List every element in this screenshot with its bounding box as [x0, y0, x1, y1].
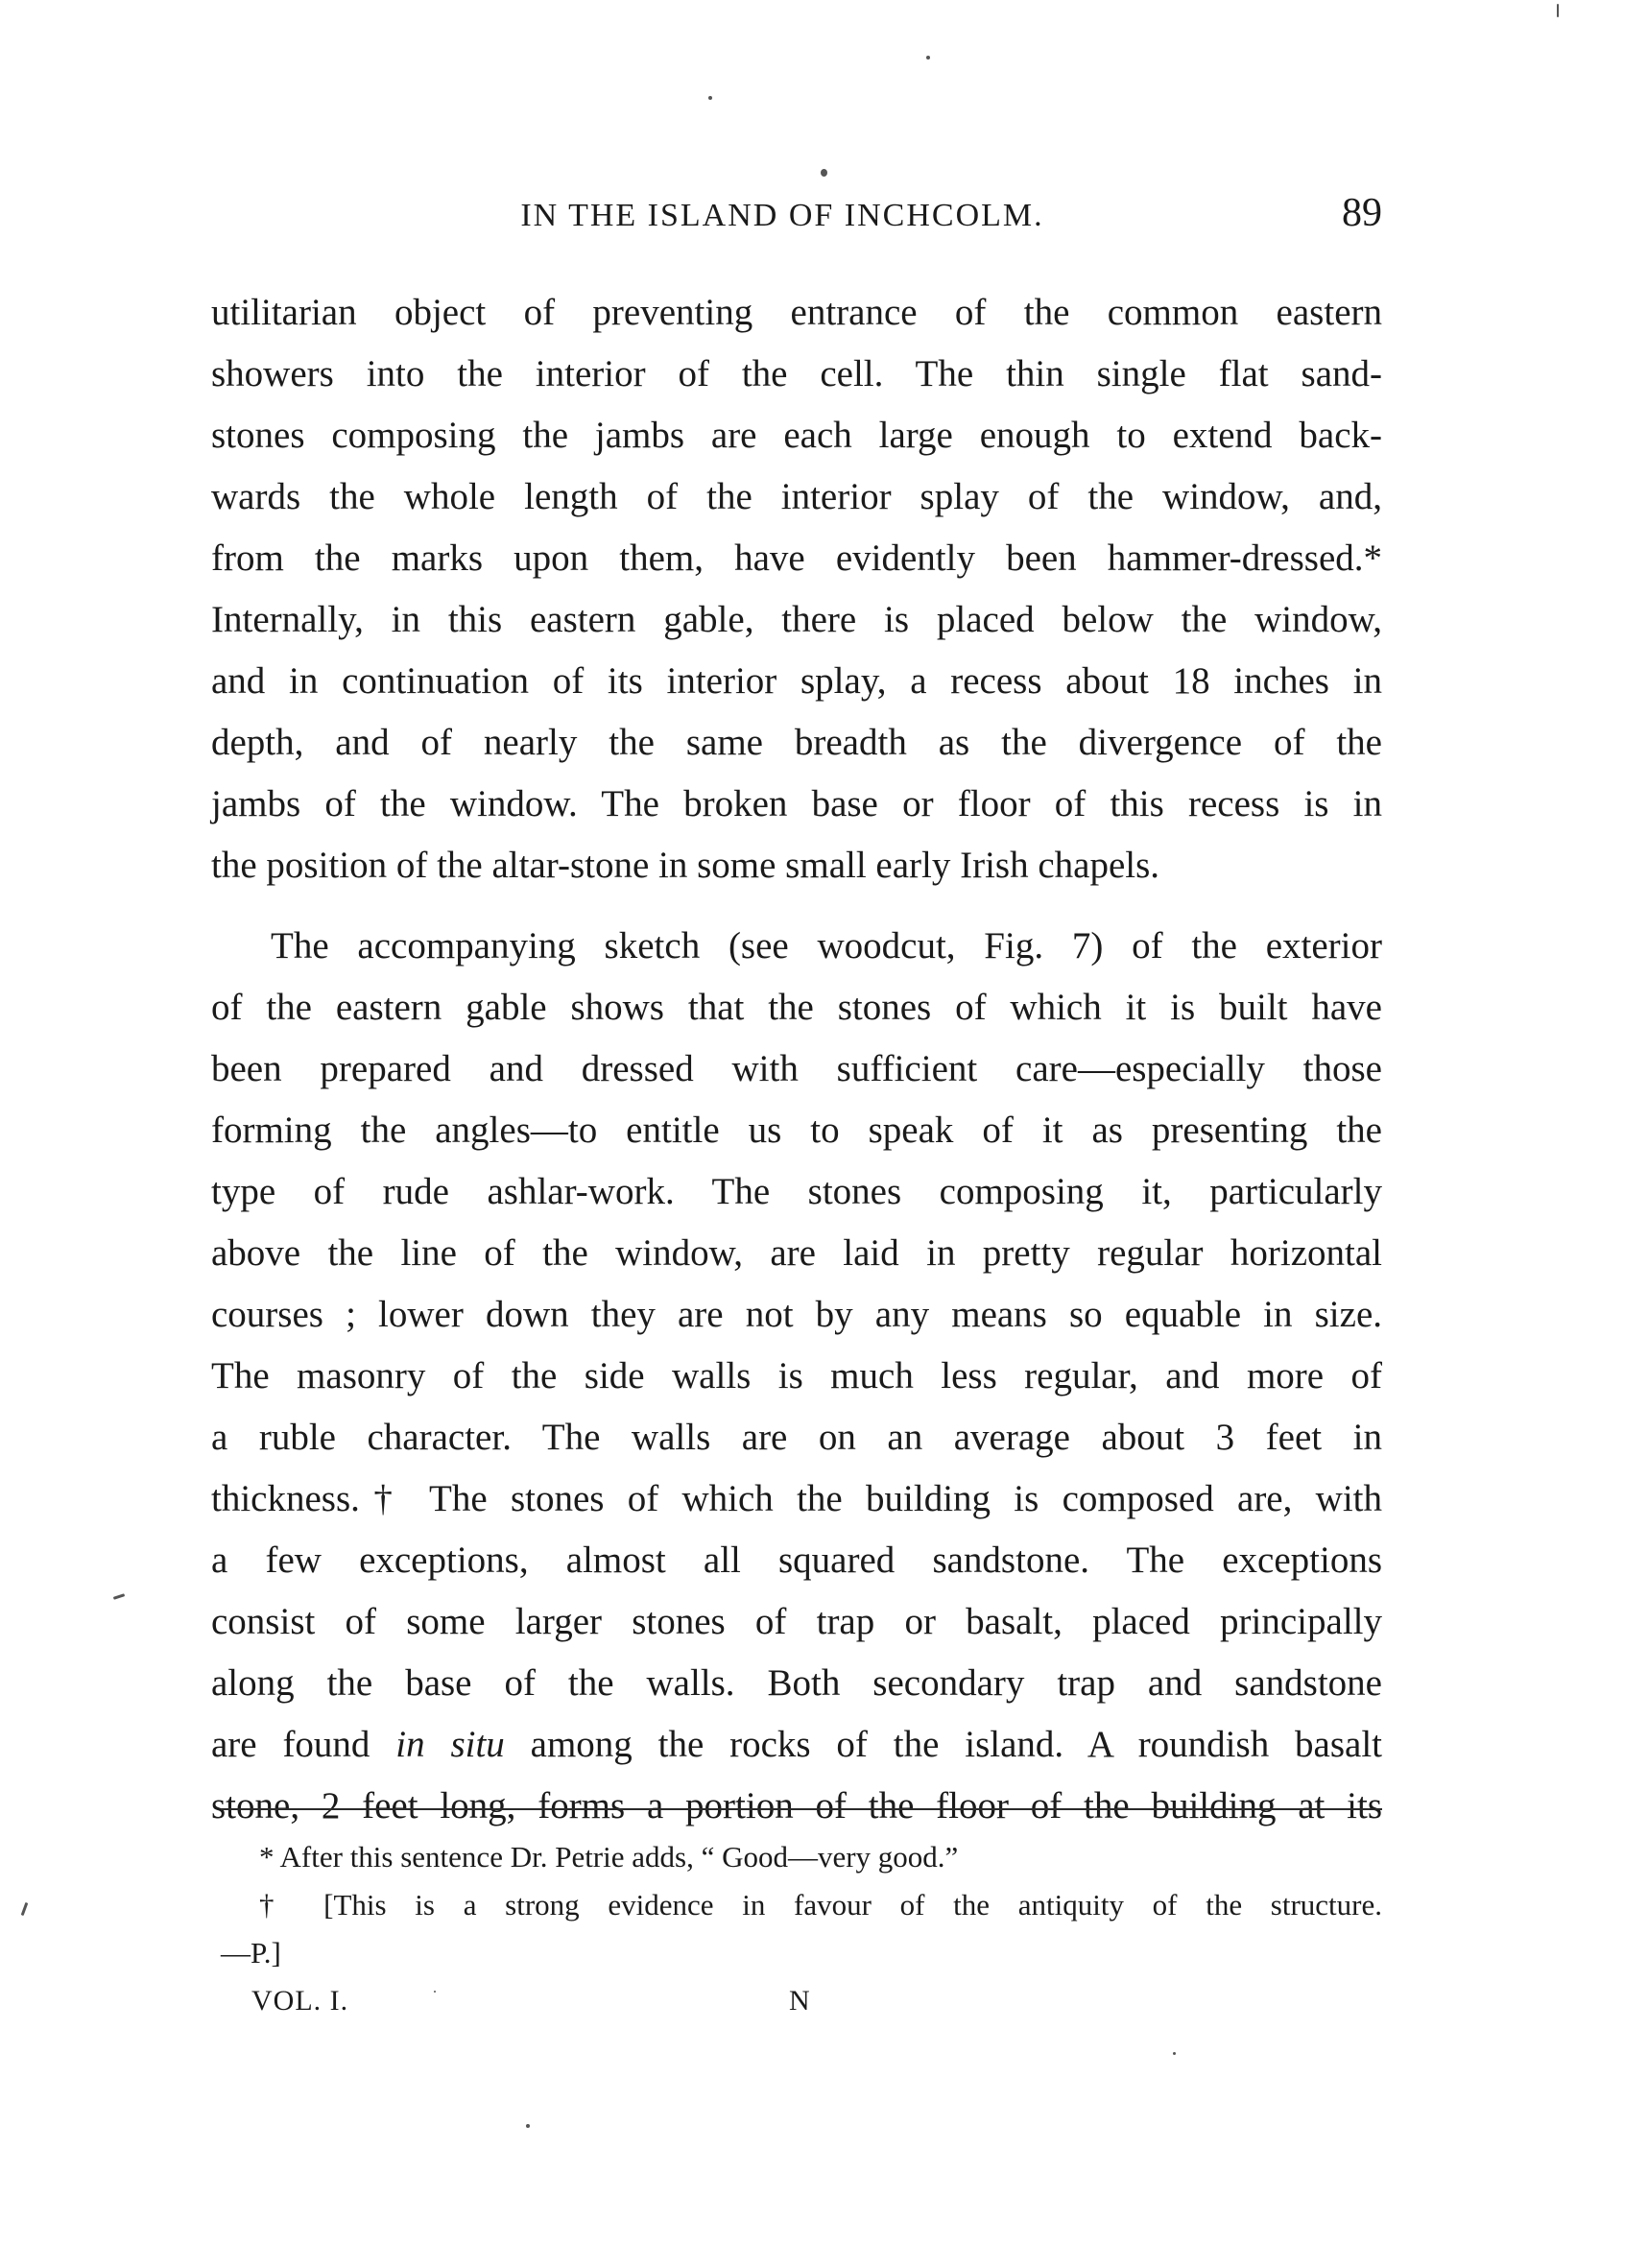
text-line: forming the angles—to entitle us to speak of it as presenting the — [211, 1110, 1382, 1151]
print-speck — [926, 56, 930, 60]
print-speck — [21, 1902, 29, 1916]
text-line: from the marks upon them, have evidently been hammer-dressed.* — [211, 537, 1382, 579]
text-line: wards the whole length of the interior splay of the window, and, — [211, 476, 1382, 517]
footnote-rule — [221, 1808, 1382, 1810]
text-line: and in continuation of its interior splay, a recess about 18 inches in — [211, 660, 1382, 702]
text-line: a ruble character. The walls are on an average about 3 feet in — [211, 1417, 1382, 1458]
print-speck — [708, 96, 712, 100]
text-line: been prepared and dressed with sufficient care—especially those — [211, 1048, 1382, 1089]
text-line-with-italic — [211, 1714, 1382, 1776]
running-head — [211, 190, 1382, 244]
running-title: IN THE ISLAND OF INCHCOLM. — [520, 198, 1044, 233]
volume-signature: VOL. I. — [251, 1985, 349, 2017]
footnote-2-line-2: —P.] — [221, 1936, 281, 1970]
text-line: courses ; lower down they are not by any means so equable in size. — [211, 1294, 1382, 1335]
text-line: jambs of the window. The broken base or floor of this recess is in — [211, 783, 1382, 824]
text-line: along the base of the walls. Both secondary trap and sandstone — [211, 1662, 1382, 1704]
print-speck — [526, 2124, 530, 2128]
print-speck — [434, 1991, 436, 1993]
text-line: The accompanying sketch (see woodcut, Fig. 7) of the exterior — [271, 925, 1382, 967]
footnote-1: * After this sentence Dr. Petrie adds, “ Good—very good.” — [259, 1840, 959, 1874]
text-run: are found — [211, 1724, 396, 1765]
paragraph-2 — [211, 916, 1382, 1837]
page-number: 89 — [1342, 191, 1382, 235]
print-speck — [1173, 2052, 1176, 2055]
text-line: type of rude ashlar-work. The stones composing it, particularly — [211, 1171, 1382, 1212]
text-line: Internally, in this eastern gable, there is placed below the window, — [211, 599, 1382, 640]
print-speck — [113, 1593, 125, 1600]
text-line: depth, and of nearly the same breadth as the divergence of the — [211, 722, 1382, 763]
text-line: thickness.† The stones of which the building is composed are, with — [211, 1478, 1382, 1519]
signature-mark: N — [789, 1985, 810, 2017]
italic-phrase: in situ — [395, 1724, 505, 1765]
body-text — [211, 282, 1382, 1837]
print-speck — [821, 169, 827, 177]
text-run: among the rocks of the island. A roundish basalt — [504, 1724, 1382, 1765]
paragraph-1 — [211, 282, 1382, 896]
text-line: above the line of the window, are laid in pretty regular horizontal — [211, 1232, 1382, 1274]
text-line: showers into the interior of the cell. The thin single flat sand- — [211, 353, 1382, 394]
print-speck — [1557, 4, 1559, 17]
text-line: of the eastern gable shows that the stones of which it is built have — [211, 987, 1382, 1028]
text-line: the position of the altar-stone in some small early Irish chapels. — [211, 845, 1160, 886]
text-line: consist of some larger stones of trap or basalt, placed principally — [211, 1601, 1382, 1642]
text-line: a few exceptions, almost all squared sandstone. The exceptions — [211, 1540, 1382, 1581]
text-line: utilitarian object of preventing entrance of the common eastern — [211, 292, 1382, 333]
footnotes — [221, 1833, 1382, 1977]
signature-line — [251, 1985, 1211, 2027]
text-line: stone, 2 feet long, forms a portion of the floor of the building at its — [211, 1785, 1382, 1826]
text-line: The masonry of the side walls is much less regular, and more of — [211, 1355, 1382, 1397]
footnote-2-line-1: † [This is a strong evidence in favour of the antiquity of the structure. — [259, 1888, 1382, 1922]
text-line: stones composing the jambs are each large enough to extend back- — [211, 415, 1382, 456]
